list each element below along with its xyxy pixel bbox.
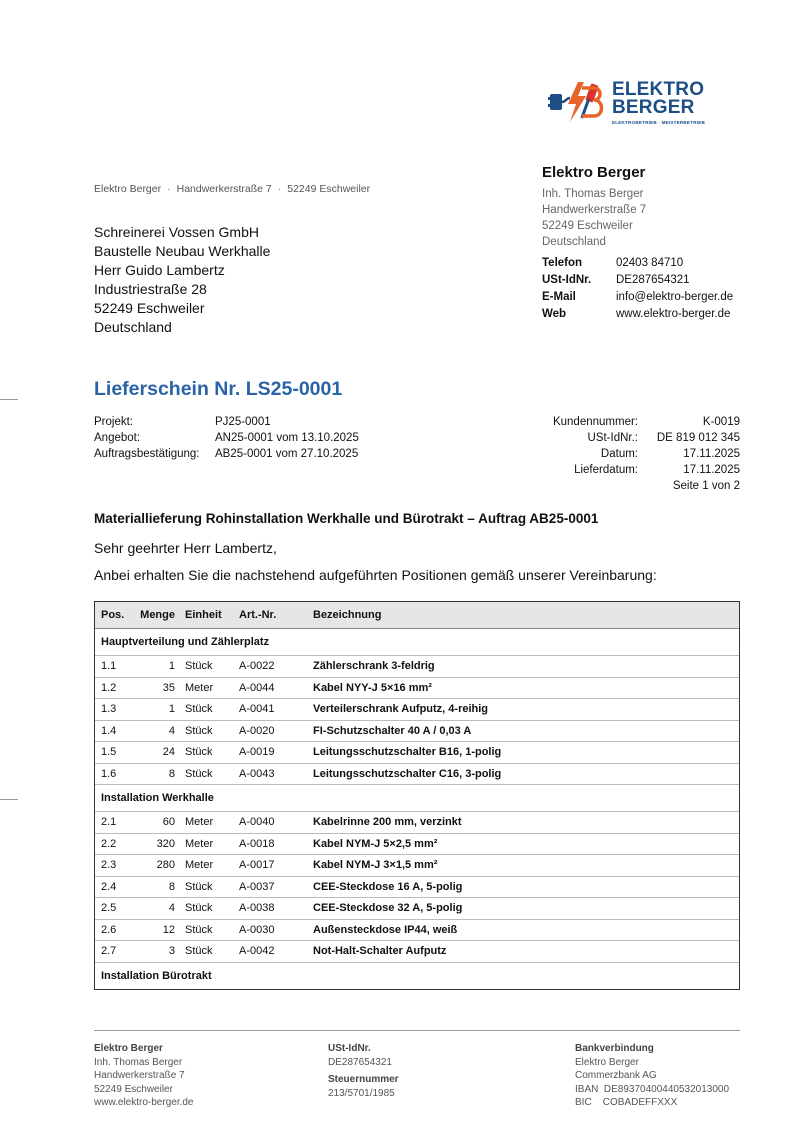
logo-emblem-icon: [548, 78, 610, 126]
table-row: [95, 877, 739, 899]
meta-value: K-0019: [702, 416, 740, 428]
footer-divider: [94, 1030, 740, 1031]
iban-label: IBAN: [575, 1083, 599, 1095]
sender-name: Elektro Berger: [94, 183, 162, 195]
cell-pos: 1.5: [101, 746, 117, 759]
contact-label: Telefon: [542, 257, 583, 269]
cell-unit: Stück: [185, 767, 213, 780]
cell-description: Kabel NYM-J 5×2,5 mm²: [313, 837, 438, 850]
cell-unit: Stück: [185, 880, 213, 893]
cell-qty: 320: [156, 837, 175, 850]
meta-value: 17.11.2025: [683, 448, 740, 460]
cell-article: A-0042: [239, 945, 275, 958]
table-row: [95, 721, 739, 743]
cell-description: FI-Schutzschalter 40 A / 0,03 A: [313, 724, 472, 737]
cell-unit: Meter: [185, 681, 214, 694]
meta-row-date: [518, 446, 740, 462]
table-group-row: [95, 963, 739, 989]
logo-text-line2: BERGER: [612, 97, 695, 118]
sender-address-line: [94, 183, 370, 195]
group-title: Installation Bürotrakt: [101, 969, 212, 982]
recipient-line: Schreinerei Vossen GmbH: [94, 224, 259, 240]
contact-label: Web: [542, 308, 567, 320]
cell-article: A-0020: [239, 724, 275, 737]
contact-row-phone: [542, 255, 733, 272]
cell-qty: 8: [168, 880, 175, 893]
cell-description: Kabelrinne 200 mm, verzinkt: [313, 816, 462, 829]
table-row: [95, 941, 739, 963]
cell-pos: 2.7: [101, 945, 117, 958]
footer-tax: [328, 1042, 399, 1100]
footer-line: Commerzbank AG: [575, 1070, 657, 1081]
cell-description: CEE-Steckdose 16 A, 5-polig: [313, 880, 463, 893]
meta-row-delivery-date: [518, 462, 740, 478]
header-description: Bezeichnung: [313, 609, 382, 621]
delivery-items-table: [94, 601, 740, 990]
contact-value: 02403 84710: [616, 257, 684, 269]
logo-tagline: ELEKTROBETRIEB · MEISTERBETRIEB: [612, 120, 705, 125]
fold-mark-top: [0, 399, 18, 400]
cell-unit: Meter: [185, 859, 214, 872]
subject-line: Materiallieferung Rohinstallation Werkhalle und Bürotrakt – Auftrag AB25-0001: [94, 511, 599, 526]
contact-value: DE287654321: [616, 274, 690, 286]
table-row: [95, 699, 739, 721]
recipient-line: Deutschland: [94, 319, 172, 335]
cell-description: Kabel NYM-J 3×1,5 mm²: [313, 859, 438, 872]
cell-qty: 24: [162, 746, 175, 759]
document-meta-right: [518, 414, 740, 494]
cell-qty: 4: [168, 724, 175, 737]
cell-article: A-0019: [239, 746, 275, 759]
cell-description: Leitungsschutzschalter C16, 3-polig: [313, 767, 502, 780]
recipient-line: Industriestraße 28: [94, 281, 207, 297]
cell-qty: 60: [162, 816, 175, 829]
footer-iban: [575, 1083, 729, 1097]
cell-article: A-0041: [239, 703, 275, 716]
cell-description: CEE-Steckdose 32 A, 5-polig: [313, 902, 463, 915]
cell-unit: Stück: [185, 902, 213, 915]
cell-qty: 280: [156, 859, 175, 872]
group-title: Hauptverteilung und Zählerplatz: [101, 636, 270, 648]
bic-value: COBADEFFXXX: [602, 1097, 678, 1108]
table-row: [95, 834, 739, 856]
cell-pos: 1.4: [101, 724, 117, 737]
footer-company: [94, 1042, 194, 1110]
contact-label: USt-IdNr.: [542, 274, 592, 286]
footer-line: Elektro Berger: [575, 1056, 639, 1068]
cell-description: Zählerschrank 3-feldrig: [313, 660, 435, 673]
meta-row-order-confirmation: [94, 446, 359, 462]
contact-value: info@elektro-berger.de: [616, 291, 734, 303]
meta-row-customer-number: [518, 414, 740, 430]
cell-description: Leitungsschutzschalter B16, 1-polig: [313, 746, 502, 759]
company-name: Elektro Berger: [542, 164, 646, 181]
footer-line: 52249 Eschweiler: [94, 1083, 173, 1095]
cell-qty: 1: [168, 660, 175, 673]
iban-value: DE89370400440532013000: [603, 1083, 730, 1095]
cell-unit: Stück: [185, 660, 213, 673]
cell-article: A-0017: [239, 859, 275, 872]
table-header-row: [95, 602, 739, 629]
footer-bank: [575, 1042, 729, 1110]
header-article: Art.-Nr.: [239, 609, 277, 621]
cell-pos: 2.1: [101, 816, 117, 829]
cell-description: Not-Halt-Schalter Aufputz: [313, 945, 447, 958]
footer-website[interactable]: www.elektro-berger.de: [94, 1097, 194, 1108]
contact-row-web: [542, 306, 733, 323]
footer-bank-label: Bankverbindung: [575, 1043, 654, 1054]
company-info: [542, 164, 733, 323]
meta-label: Kundennummer:: [552, 416, 638, 428]
meta-label: Angebot:: [94, 432, 141, 444]
document-title: Lieferschein Nr. LS25-0001: [94, 378, 343, 400]
contact-row-email: [542, 289, 733, 306]
meta-value: PJ25-0001: [215, 416, 271, 428]
cell-pos: 2.6: [101, 923, 117, 936]
recipient-address: [94, 223, 270, 337]
cell-pos: 2.5: [101, 902, 117, 915]
company-city: 52249 Eschweiler: [542, 220, 633, 232]
footer-tax-number-value: 213/5701/1985: [328, 1087, 395, 1099]
meta-value: AN25-0001 vom 13.10.2025: [215, 432, 359, 444]
cell-qty: 35: [162, 681, 175, 694]
header-qty: Menge: [140, 609, 175, 621]
table-row: [95, 678, 739, 700]
meta-label: Projekt:: [94, 416, 133, 428]
cell-unit: Stück: [185, 724, 213, 737]
cell-article: A-0022: [239, 660, 275, 673]
footer-line: Inh. Thomas Berger: [94, 1056, 183, 1068]
cell-pos: 1.1: [101, 660, 117, 673]
header-unit: Einheit: [185, 609, 222, 621]
footer-company-name: Elektro Berger: [94, 1043, 163, 1054]
footer-bic: [575, 1096, 729, 1110]
table-group-row: [95, 629, 739, 656]
company-logo: [548, 78, 708, 130]
group-title: Installation Werkhalle: [101, 792, 214, 804]
cell-article: A-0043: [239, 767, 275, 780]
cell-qty: 8: [168, 767, 175, 780]
separator: ·: [167, 183, 171, 195]
page-number: Seite 1 von 2: [672, 480, 740, 492]
recipient-line: Herr Guido Lambertz: [94, 262, 225, 278]
salutation: Sehr geehrter Herr Lambertz,: [94, 540, 277, 556]
meta-value: DE 819 012 345: [656, 432, 740, 444]
cell-article: A-0037: [239, 880, 275, 893]
fold-mark-bottom: [0, 799, 18, 800]
cell-article: A-0018: [239, 837, 275, 850]
cell-pos: 1.2: [101, 681, 117, 694]
cell-pos: 1.3: [101, 703, 117, 716]
contact-label: E-Mail: [542, 291, 576, 303]
table-row: [95, 656, 739, 678]
table-group-row: [95, 785, 739, 812]
cell-pos: 2.2: [101, 837, 117, 850]
footer-vat-label: USt-IdNr.: [328, 1043, 371, 1054]
cell-article: A-0030: [239, 923, 275, 936]
cell-pos: 2.4: [101, 880, 117, 893]
intro-text: Anbei erhalten Sie die nachstehend aufgeführten Positionen gemäß unserer Vereinbarung:: [94, 567, 657, 583]
meta-label: Lieferdatum:: [574, 464, 638, 476]
cell-unit: Meter: [185, 837, 214, 850]
contact-row-vat: [542, 272, 733, 289]
table-row: [95, 855, 739, 877]
sender-city: 52249 Eschweiler: [287, 183, 371, 195]
cell-unit: Stück: [185, 703, 213, 716]
meta-row-vat-id: [518, 430, 740, 446]
table-row: [95, 920, 739, 942]
cell-unit: Stück: [185, 746, 213, 759]
footer-vat-value: DE287654321: [328, 1056, 392, 1068]
recipient-line: Baustelle Neubau Werkhalle: [94, 243, 271, 259]
cell-description: Verteilerschrank Aufputz, 4-reihig: [313, 703, 489, 716]
cell-description: Außensteckdose IP44, weiß: [313, 923, 458, 936]
cell-unit: Stück: [185, 923, 213, 936]
cell-pos: 2.3: [101, 859, 117, 872]
footer-line: Handwerkerstraße 7: [94, 1070, 185, 1081]
recipient-line: 52249 Eschweiler: [94, 300, 205, 316]
cell-description: Kabel NYY-J 5×16 mm²: [313, 681, 432, 694]
cell-qty: 4: [168, 902, 175, 915]
sender-street: Handwerkerstraße 7: [176, 183, 272, 195]
document-meta-left: [94, 414, 359, 462]
cell-article: A-0038: [239, 902, 275, 915]
company-country: Deutschland: [542, 236, 606, 248]
table-row: [95, 764, 739, 786]
meta-label: Auftragsbestätigung:: [94, 448, 200, 460]
header-pos: Pos.: [101, 609, 125, 621]
table-row: [95, 898, 739, 920]
table-row: [95, 742, 739, 764]
bic-label: BIC: [575, 1097, 592, 1108]
meta-label: USt-IdNr.:: [587, 432, 638, 444]
company-street: Handwerkerstraße 7: [542, 204, 647, 216]
cell-pos: 1.6: [101, 767, 117, 780]
meta-value: AB25-0001 vom 27.10.2025: [215, 448, 359, 460]
cell-unit: Stück: [185, 945, 213, 958]
meta-label: Datum:: [600, 448, 638, 460]
cell-qty: 12: [162, 923, 175, 936]
company-owner: Inh. Thomas Berger: [542, 188, 644, 200]
meta-value: 17.11.2025: [683, 464, 740, 476]
cell-qty: 1: [168, 703, 175, 716]
table-row: [95, 812, 739, 834]
cell-article: A-0040: [239, 816, 275, 829]
cell-article: A-0044: [239, 681, 275, 694]
cell-unit: Meter: [185, 816, 214, 829]
contact-value: www.elektro-berger.de: [616, 308, 731, 320]
meta-row-project: [94, 414, 359, 430]
separator: ·: [277, 183, 282, 195]
cell-qty: 3: [168, 945, 175, 958]
footer-tax-number-label: Steuernummer: [328, 1074, 399, 1085]
meta-row-offer: [94, 430, 359, 446]
logo-text-line1: ELEKTRO: [612, 79, 705, 100]
company-contact: [542, 255, 733, 323]
